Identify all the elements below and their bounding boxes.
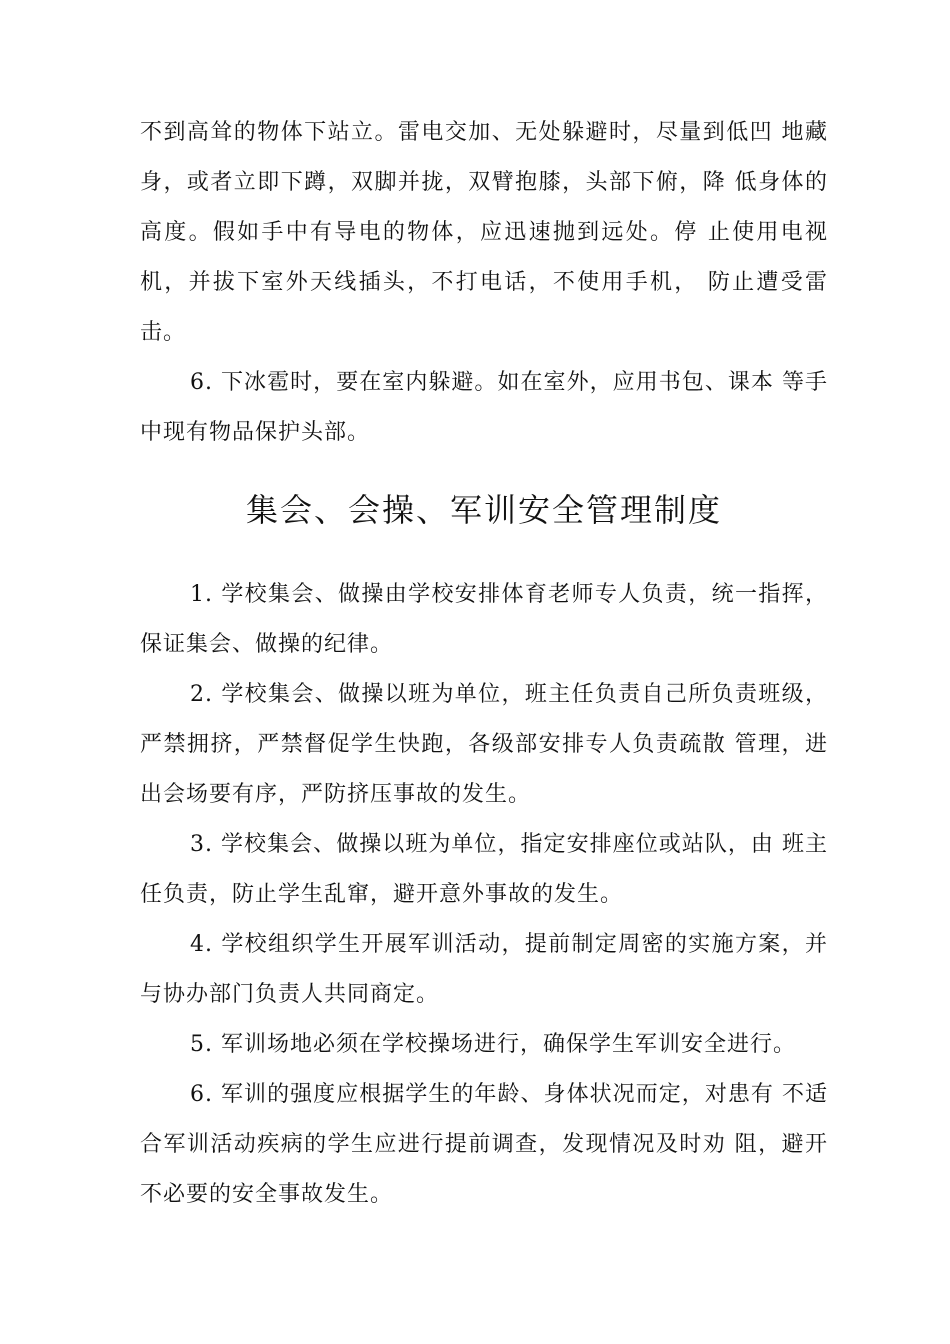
continued-paragraph: 不到高耸的物体下站立。雷电交加、无处躲避时，尽量到低凹 地藏身，或者立即下蹲，双脚并拢，双臂抱膝，头部下俯，降 低身体的高度。假如手中有导电的物体，应迅速抛到远处。停 止使用电视机，并拔下室外天线插头，不打电话，不使用手机， 防止遭受雷击。 [140, 120, 828, 345]
rule-item-4: 4. 学校组织学生开展军训活动，提前制定周密的实施方案，并与协办部门负责人共同商定。 [140, 932, 828, 1007]
document-body [140, 108, 828, 1220]
rule-item-3: 3. 学校集会、做操以班为单位，指定安排座位或站队，由 班主任负责，防止学生乱窜，避开意外事故的发生。 [140, 832, 828, 907]
rule-item-2: 2. 学校集会、做操以班为单位，班主任负责自己所负责班级，严禁拥挤，严禁督促学生快跑，各级部安排专人负责疏散 管理，进出会场要有序，严防挤压事故的发生。 [140, 682, 828, 807]
rule-item-6: 6. 军训的强度应根据学生的年龄、身体状况而定，对患有 不适合军训活动疾病的学生应进行提前调查，发现情况及时劝 阻，避开不必要的安全事故发生。 [140, 1082, 828, 1207]
rule-item-1: 1. 学校集会、做操由学校安排体育老师专人负责，统一指挥，保证集会、做操的纪律。 [140, 582, 828, 657]
section-title: 集会、会操、军训安全管理制度 [245, 491, 722, 529]
rule-item-5: 5. 军训场地必须在学校操场进行，确保学生军训安全进行。 [190, 1032, 796, 1057]
paragraph-item-6-hail: 6. 下冰雹时，要在室内躲避。如在室外，应用书包、课本 等手中现有物品保护头部。 [140, 370, 828, 445]
